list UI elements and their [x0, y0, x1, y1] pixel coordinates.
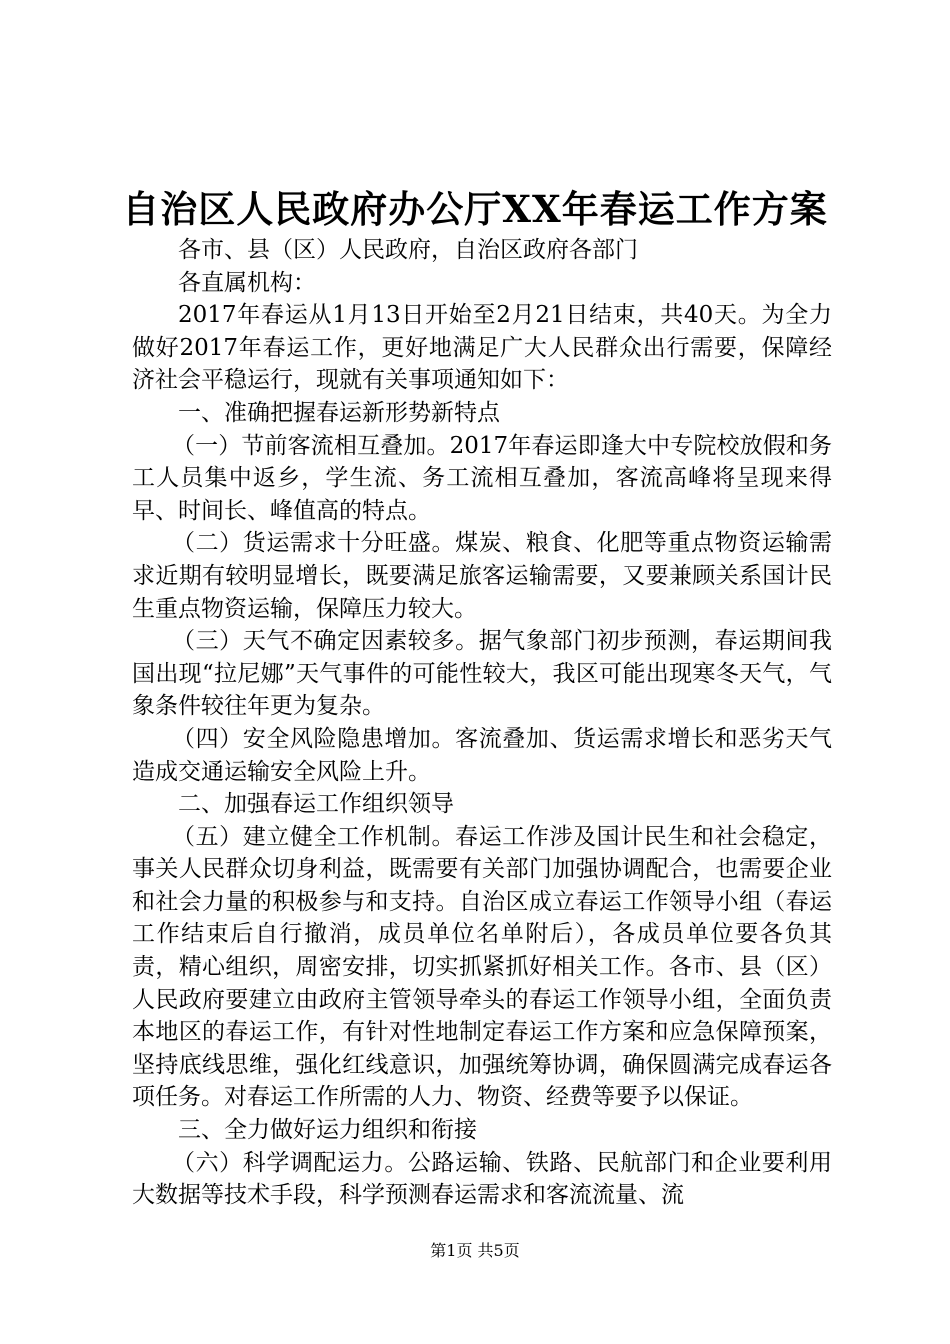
section-heading-3: 三、全力做好运力组织和衔接 — [178, 1117, 477, 1144]
document-body — [132, 234, 832, 1212]
addressee-line-2: 各直属机构： — [178, 269, 316, 296]
paragraph-item-5: （五）建立健全工作机制。春运工作涉及国计民生和社会稳定，事关人民群众切身利益，既需要有关部门加强协调配合，也需要企业和社会力量的积极参与和支持。自治区成立春运工作领导小组（春运工作结束后自行撤消，成员单位名单附后），各成员单位要各负其责，精心组织，周密安排，切实抓紧抓好相关工作。各市、县（区）人民政府要建立由政府主管领导牵头的春运工作领导小组，全面负责本地区的春运工作，有针对性地制定春运工作方案和应急保障预案，坚持底线思维，强化红线意识，加强统筹协调，确保圆满完成春运各项任务。对春运工作所需的人力、物资、经费等要予以保证。 — [132, 823, 832, 1111]
paragraph-item-4: （四）安全风险隐患增加。客流叠加、货运需求增长和恶劣天气造成交通运输安全风险上升。 — [132, 725, 832, 785]
section-heading-2: 二、加强春运工作组织领导 — [178, 791, 454, 818]
paragraph-item-1: （一）节前客流相互叠加。2017年春运即逢大中专院校放假和务工人员集中返乡，学生流、务工流相互叠加，客流高峰将呈现来得早、时间长、峰值高的特点。 — [132, 432, 832, 524]
addressee-line-1: 各市、县（区）人民政府，自治区政府各部门 — [178, 237, 638, 263]
paragraph-item-2: （二）货运需求十分旺盛。煤炭、粮食、化肥等重点物资运输需求近期有较明显增长，既要满足旅客运输需要，又要兼顾关系国计民生重点物资运输，保障压力较大。 — [132, 530, 832, 622]
paragraph-item-6: （六）科学调配运力。公路运输、铁路、民航部门和企业要利用大数据等技术手段，科学预测春运需求和客流流量、流 — [132, 1149, 832, 1209]
paragraph-item-3: （三）天气不确定因素较多。据气象部门初步预测，春运期间我国出现“拉尼娜”天气事件的可能性较大，我区可能出现寒冬天气，气象条件较往年更为复杂。 — [132, 628, 832, 720]
section-heading-1: 一、准确把握春运新形势新特点 — [178, 399, 500, 426]
intro-paragraph: 2017年春运从1月13日开始至2月21日结束，共40天。为全力做好2017年春运工作，更好地满足广大人民群众出行需要，保障经济社会平稳运行，现就有关事项通知如下： — [132, 302, 832, 394]
document-title: 自治区人民政府办公厅XX年春运工作方案 — [122, 187, 828, 231]
page-footer: 第1页 共5页 — [430, 1241, 520, 1260]
